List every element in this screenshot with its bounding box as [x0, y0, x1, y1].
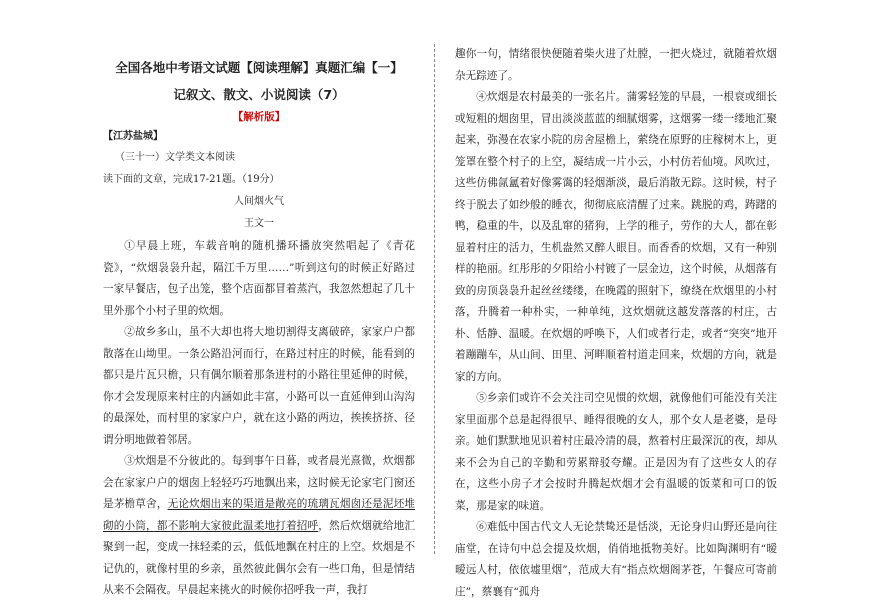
column-divider — [434, 44, 435, 554]
p3-part2: ，然后炊烟就给地汇聚到一起，变成一抹轻柔的云，低低地飘在村庄的上空。炊烟是不记仇的，就像村里的乡亲，虽然彼此偶尔会有一些口角，但是情结从来不会隔夜。早晨起来挑火的时候你招呼我一声，我打 — [103, 519, 416, 596]
region-label: 【江苏盐城】 — [103, 131, 163, 142]
title-line-2: 记叙文、散文、小说阅读（7） — [173, 87, 345, 102]
title-line-1: 全国各地中考语文试题【阅读理解】真题汇编【一】 — [115, 60, 403, 75]
section-item: （三十一）文学类文本阅读 — [115, 152, 235, 163]
right-column-body — [455, 44, 777, 603]
paragraph-3-continued: 趣你一句，情绪很快便随着柴火进了灶膛，一把火烧过，就随着炊烟杂无踪迹了。 — [455, 48, 777, 82]
paragraph-6: ⑥难低中国古代文人无论禁鸷还是恬淡，无论身归山野还是向往庙堂，在诗句中总会提及炊烟，俏俏地抵物美好。比如陶渊明有“暧暧远人村，依依墟里烟”，范成大有“指点炊烟阁茅苍，午餐应可寄前庄”，蔡襄有“孤舟 — [455, 521, 777, 598]
paragraph-3 — [103, 451, 415, 602]
instruction: 读下面的文章，完成17-21题。（19分） — [103, 174, 280, 185]
paragraph-4: ④炊烟是农村最美的一张名片。蒲雾轻笼的早晨，一根衰或细长或短粗的烟囱里，冒出淡淡蓝蓝的细腻烟雾，这烟雾一缕一缕地汇聚起来，弥漫在农家小院的房舍屋檐上，萦绕在原野的庄稼树木上，更笼罩在整个村子的上空，凝结成一片小云，小村仿若仙境。风吹过，这些仿佛氤氲着好像雾霭的轻烟渐淡，最后消散无踪。这时候，村子终于脱去了如纱般的睡衣，彻彻底底清醒了过来。跳脱的鸡，踌躇的鸭，稳重的牛，以及乱窜的猪狗，上学的稚子，劳作的大人，都在彰显着村庄的活力，生机盎然又醉人眼目。而香香的炊烟，又有一种别样的艳丽。红彤彤的夕阳给小村镀了一层金边，这个时候，从烟落有致的房顶袅袅升起丝丝缕缕，在晚霞的照射下，缭绕在炊烟里的小村落，升腾着一种朴实，一种单纯，这炊烟就这越发落落的村庄，古朴、恬静、温暖。在炊烟的呼唤下，人们或者行走，或者“突突”地开着蹦蹦车，从山间、田里、河畔顺着村道走回来，炊烟的方向，就是家的方向。 — [455, 91, 777, 383]
p3-underlined-sentence: 无论炊烟出来的渠道是敞亮的琉璃瓦烟囱还是泥坯堆砌的小筒，都不影响大家彼此温柔地打着招呼 — [103, 498, 416, 532]
paragraph-5: ⑤乡亲们或许不会关注司空见惯的炊烟，就像他们可能没有关注家里面那个总是起得很早、睡得很晚的女人，那个女人是老婆，是母亲。她们默默地见识着村庄最冷清的晨，熬着村庄最深沉的夜，却从来不会为自己的辛勤和劳累辩驳夸耀。正是因为有了这些女人的存在，这些小房子才会按时升腾起炊烟才会有温暖的饭菜和可口的饭菜，那是家的味道。 — [455, 392, 777, 512]
paragraph-2: ②故乡多山，虽不大却也将大地切割得支离破碎，家家户户都散落在山坳里。一条公路沿河而行，在路过村庄的时候，能看到的都只是片瓦只檐，只有偶尔顺着那条进村的小路往里延伸的时候，你才会发现原来村庄的内涵如此丰富，小路可以一直延伸到山沟沟的最深处，而村里的家家户户，就在这小路的两边，挨挨挤挤、径谓分明地做着邻居。 — [103, 326, 415, 446]
left-column-body — [103, 236, 415, 602]
p3-part1: ③炊烟是不分彼此的。每到事午日暮，或者晨光熹微，炊烟都会在家家户户的烟囱上轻轻巧巧地飘出来，这时候无论家宅门窗还是茅檐草舍， — [103, 455, 415, 510]
essay-title: 人间烟火气 — [234, 196, 284, 207]
paragraph-1: ①早晨上班，车载音响的随机播环播放突然唱起了《青花瓷》，“炊烟袅袅升起，隔江千万里……”听到这句的时候正好路过一家早餐店，包子出笼，整个店面都冒着蒸汽，我忽然想起了几十里外那个小村子里的炊烟。 — [103, 240, 415, 317]
analysis-tag: 【解析版】 — [232, 111, 286, 123]
essay-author: 王文一 — [244, 218, 274, 229]
